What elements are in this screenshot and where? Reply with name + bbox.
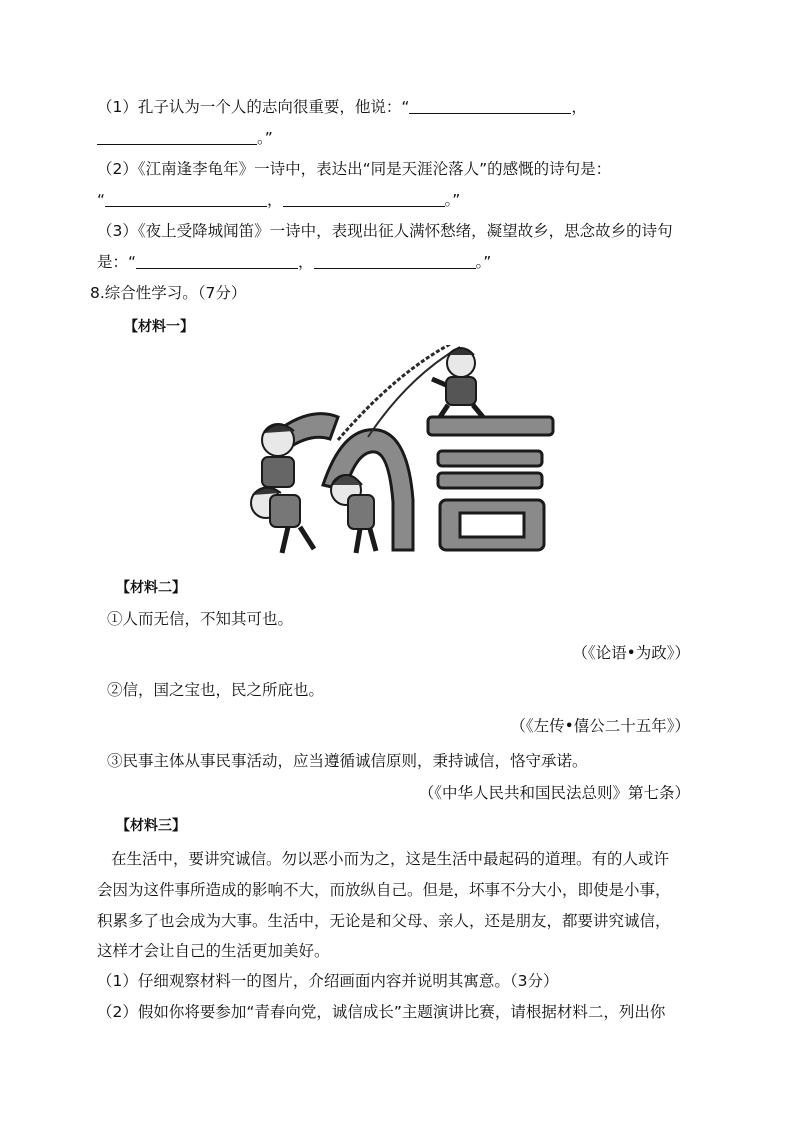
q7-part2-line2: “ ， 。” (97, 191, 461, 209)
q7-part1-line1: （1）孔子认为一个人的志向很重要，他说：“ ， (97, 98, 587, 116)
q7-part3-line1: （3）《夜上受降城闻笛》一诗中，表现出征人满怀愁绪，凝望故乡，思念故乡的诗句 (97, 222, 673, 240)
q7-part2-line1: （2）《江南逢李龟年》一诗中，表达出“同是天涯沦落人”的感慨的诗句是： (97, 160, 612, 178)
answer-blank[interactable] (97, 128, 257, 145)
q8-subquestion-2: （2）假如你将要参加“青春向党，诚信成长”主题演讲比赛，请根据材料二，列出你 (97, 1003, 666, 1021)
answer-blank[interactable] (105, 190, 267, 207)
q7-part1-line2: 。” (97, 127, 273, 149)
answer-blank[interactable] (136, 252, 298, 269)
material1-label: 【材料一】 (124, 319, 194, 335)
material3-line-1: 在生活中，要讲究诚信。勿以恶小而为之，这是生活中最起码的道理。有的人或许 (111, 850, 670, 868)
quote-2: ②信，国之宝也，民之所庇也。 (107, 681, 325, 699)
material3-line-2: 会因为这件事所造成的影响不大，而放纵自己。但是，坏事不分大小，即使是小事， (97, 881, 671, 899)
quote-3-source: （《中华人民共和国民法总则》第七条） (418, 784, 690, 802)
quote-3: ③民事主体从事民事活动，应当遵循诚信原则，秉持诚信，恪守承诺。 (107, 752, 588, 770)
yan-radical-shape (428, 417, 553, 550)
answer-blank[interactable] (409, 97, 571, 114)
quote-1-source: （《论语•为政》） (572, 644, 690, 662)
material2-label: 【材料二】 (116, 580, 186, 596)
answer-blank[interactable] (283, 190, 445, 207)
material3-line-3: 积累多了也会成为大事。生活中，无论是和父母、亲人，还是朋友，都要讲究诚信， (97, 912, 671, 930)
man-left-bottom-figure (251, 487, 314, 553)
quote-1: ①人而无信，不知其可也。 (107, 610, 294, 628)
material3-label: 【材料三】 (116, 818, 186, 834)
q8-title: 8.综合性学习。（7分） (90, 284, 247, 302)
q8-subquestion-1: （1）仔细观察材料一的图片，介绍画面内容并说明其寓意。（3分） (97, 972, 559, 990)
woman-middle-figure (331, 475, 376, 553)
answer-blank[interactable] (314, 252, 476, 269)
q7-part3-line2: 是：“ ， 。” (97, 253, 492, 271)
man-on-top-figure (432, 348, 483, 417)
material3-line-4: 这样才会让自己的生活更加美好。 (97, 942, 330, 960)
trust-character-illustration (228, 345, 563, 560)
man-left-top-figure (262, 424, 294, 487)
quote-2-source: （《左传•僖公二十五年》） (510, 717, 690, 735)
